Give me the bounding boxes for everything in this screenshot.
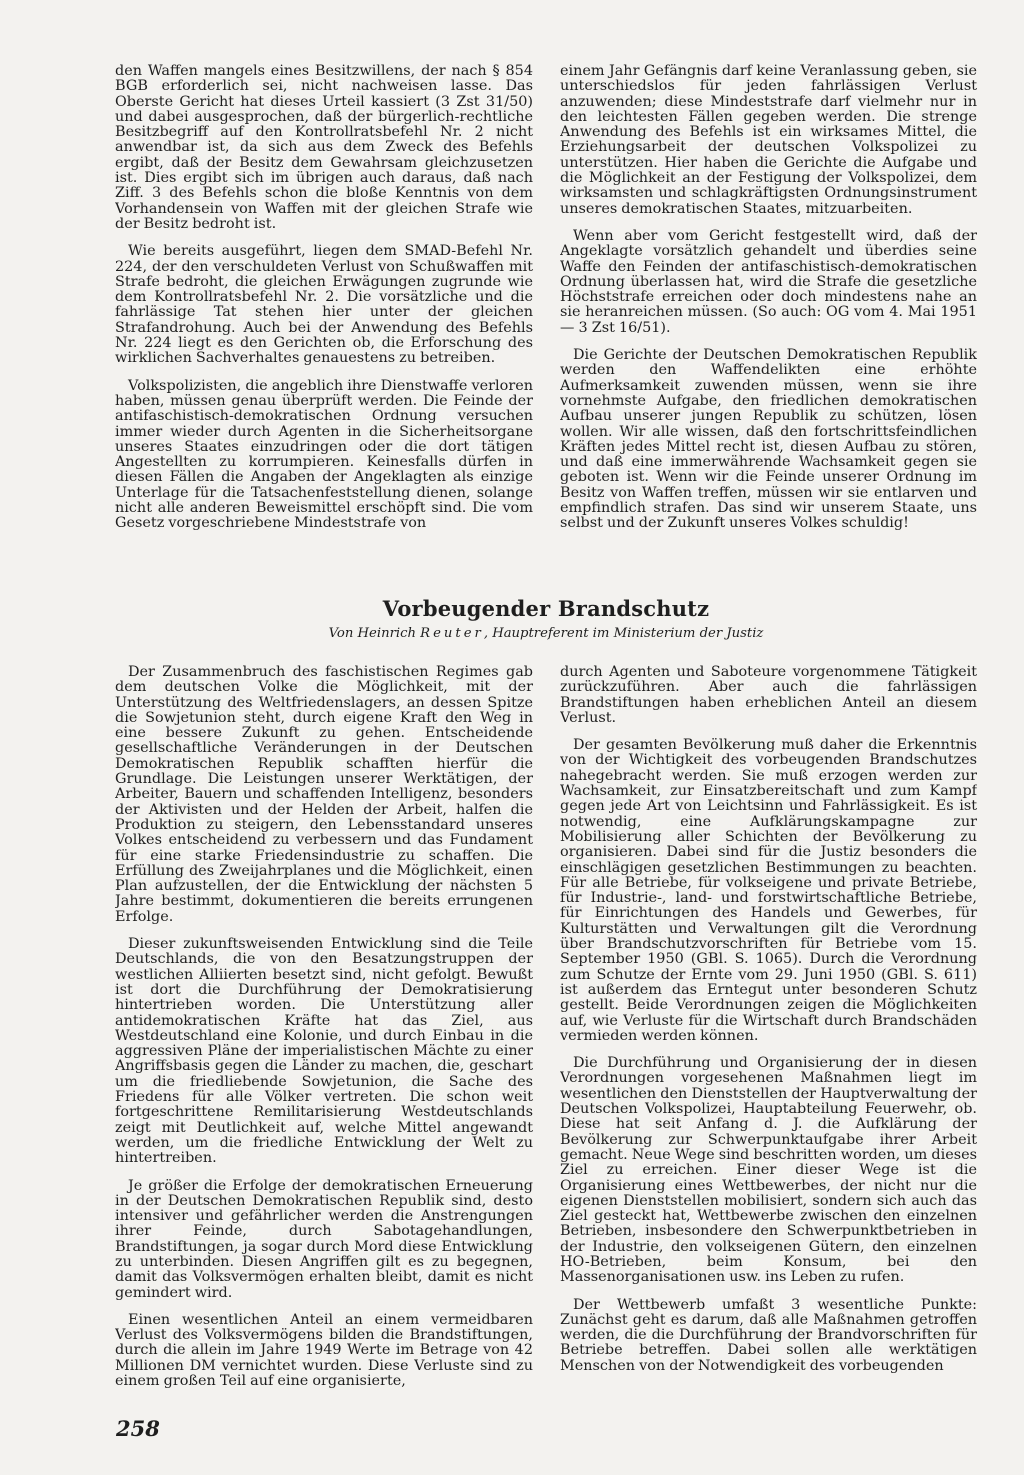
paragraph: Volkspolizisten, die angeblich ihre Dienstwaffe verloren haben, müssen genau überprüft werden. Die Feinde der antifaschistisch-demokratischen Ordnung versuchen immer wieder durch Agenten in die Sicherheitsorgane unseres Staates einzudringen oder die dort tätigen Angestellten zu korrumpieren. Keinesfalls dürfen in diesen Fällen die Angaben der Angeklagten als einzige Unterlage für die Tatsachenfeststellung dienen, solange nicht alle anderen Beweismittel erschöpft sind. Die vom Gesetz vorgeschriebene Mindeststrafe von bbox=[115, 377, 533, 532]
top-left-column bbox=[115, 64, 533, 554]
page-number: 258 bbox=[116, 1416, 160, 1441]
article-byline bbox=[115, 626, 977, 641]
paragraph: durch Agenten und Saboteure vorgenommene Tätigkeit zurückzuführen. Aber auch die fahrlässigen Brandstiftungen haben erheblichen Anteil an diesem Verlust. bbox=[560, 665, 977, 726]
paragraph: Der Wettbewerb umfaßt 3 wesentliche Punkte: Zunächst geht es darum, daß alle Maßnahmen getroffen werden, die die Durchführung der Brandvorschriften für Betriebe betreffen. Dabei sollen alle werktätigen Menschen von der Notwendigkeit des vorbeugenden bbox=[560, 1296, 977, 1374]
paragraph: Der gesamten Bevölkerung muß daher die Erkenntnis von der Wichtigkeit des vorbeugenden Brandschutzes nahegebracht werden. Sie muß erzogen werden zur Wachsamkeit, zur Einsatzbereitschaft und zum Kampf gegen jede Art von Leichtsinn und Fahrlässigkeit. Es ist notwendig, eine Aufklärungskampagne zur Mobilisierung aller Schichten der Bevölkerung zu organisieren. Dabei sind für die Justiz besonders die einschlägigen gesetzlichen Bestimmungen zu beachten. Für alle Betriebe, für volkseigene und private Betriebe, für Industrie-, land- und forstwirtschaftliche Betriebe, für Einrichtungen des Handels und Gewerbes, für Kulturstätten und Verwaltungen gilt die Verordnung über Brandschutzvorschriften für Betriebe vom 15. September 1950 (GBl. S. 1065). Durch die Verordnung zum Schutze der Ernte vom 29. Juni 1950 (GBl. S. 611) ist außerdem das Erntegut unter besonderen Schutz gestellt. Beide Verordnungen zeigen die Möglichkeiten auf, wie Verluste für die Wirtschaft durch Brandschäden vermieden werden können. bbox=[560, 737, 977, 1044]
byline-prefix: Von Heinrich bbox=[328, 626, 421, 641]
paragraph: den Waffen mangels eines Besitzwillens, der nach § 854 BGB erforderlich sei, nicht nachweisen lasse. Das Oberste Gericht hat dieses Urteil kassiert (3 Zst 31/50) und dabei ausgesprochen, daß der bürgerlich-rechtliche Besitzbegriff auf den Kontrollratsbefehl Nr. 2 nicht anwendbar ist, da sich aus dem Zweck des Befehls ergibt, daß der Besitz dem Gewahrsam gleichzusetzen ist. Dies ergibt sich im übrigen auch daraus, daß nach Ziff. 3 des Befehls schon die bloße Kenntnis von dem Vorhandensein von Waffen mit der gleichen Strafe wie der Besitz bedroht ist. bbox=[115, 64, 533, 232]
article-title: Vorbeugender Brandschutz bbox=[382, 596, 710, 621]
top-right-column bbox=[560, 64, 977, 554]
paragraph: Wenn aber vom Gericht festgestellt wird, daß der Angeklagte vorsätzlich gehandelt und überdies seine Waffe den Feinden der antifaschistisch-demokratischen Ordnung überlassen hat, wird die Strafe die gesetzliche Höchststrafe erreichen oder doch mindestens nahe an sie heranreichen müssen. (So auch: OG vom 4. Mai 1951 — 3 Zst 16/51). bbox=[560, 227, 977, 336]
paragraph: Die Gerichte der Deutschen Demokratischen Republik werden den Waffendelikten eine erhöhte Aufmerksamkeit zuwenden müssen, wenn sie ihre vornehmste Aufgabe, den friedlichen demokratischen Aufbau unserer jungen Republik zu schützen, lösen wollen. Wir alle wissen, daß den fortschrittsfeindlichen Kräften jedes Mittel recht ist, diesen Aufbau zu stören, und daß eine immerwährende Wachsamkeit gegen sie geboten ist. Wenn wir die Feinde unserer Ordnung im Besitz von Waffen treffen, müssen wir sie entlarven und empfindlich strafen. Das sind wir unserem Staate, uns selbst und der Zukunft unseres Volkes schuldig! bbox=[560, 347, 977, 532]
paragraph: Wie bereits ausgeführt, liegen dem SMAD-Befehl Nr. 224, der den verschuldeten Verlust von Schußwaffen mit Strafe bedroht, die gleichen Erwägungen zugrunde wie dem Kontrollratsbefehl Nr. 2. Die vorsätzliche und die fahrlässige Tat stehen hier unter der gleichen Strafandrohung. Auch bei der Anwendung des Befehls Nr. 224 liegt es den Gerichten ob, die Erforschung des wirklichen Sachverhaltes genauestens zu betreiben. bbox=[115, 243, 533, 367]
paragraph: einem Jahr Gefängnis darf keine Veranlassung geben, sie unterschiedslos für jeden fahrlässigen Verlust anzuwenden; diese Mindeststrafe darf vielmehr nur in den leichtesten Fällen gegeben werden. Die strenge Anwendung des Befehls ist ein wirksames Mittel, die Erziehungsarbeit der deutschen Volkspolizei zu unterstützen. Hier haben die Gerichte die Aufgabe und die Möglichkeit an der Festigung der Volkspolizei, dem wirksamsten und schlagkräftigsten Ordnungsinstrument unseres demokratischen Staates, mitzuarbeiten. bbox=[560, 64, 977, 217]
article-right-column bbox=[560, 665, 977, 1405]
author-name: Reuter bbox=[420, 626, 484, 641]
paragraph: Die Durchführung und Organisierung der in diesen Verordnungen vorgesehenen Maßnahmen liegt im wesentlichen den Dienststellen der Hauptverwaltung der Deutschen Volkspolizei, Hauptabteilung Feuerwehr, ob. Diese hat seit Anfang d. J. die Aufklärung der Bevölkerung zur Schwerpunktaufgabe ihrer Arbeit gemacht. Neue Wege sind beschritten worden, um dieses Ziel zu erreichen. Einer dieser Wege ist die Organisierung eines Wettbewerbes, der nicht nur die eigenen Dienststellen mobilisiert, sondern sich auch das Ziel gesteckt hat, Wettbewerbe zwischen den einzelnen Betrieben, insbesondere den Schwerpunktbetrieben in der Industrie, den volkseigenen Gütern, den einzelnen HO-Betrieben, beim Konsum, bei den Massenorganisationen usw. ins Leben zu rufen. bbox=[560, 1055, 977, 1286]
byline-suffix: , Hauptreferent im Ministerium der Justiz bbox=[483, 626, 764, 641]
paragraph: Der Zusammenbruch des faschistischen Regimes gab dem deutschen Volke die Möglichkeit, mit der Unterstützung des Weltfriedenslagers, an dessen Spitze die Sowjetunion steht, durch eigene Kraft den Weg in eine bessere Zukunft zu gehen. Entscheidende gesellschaftliche Veränderungen in der Deutschen Demokratischen Republik schafften hierfür die Grundlage. Die Leistungen unserer Werktätigen, der Arbeiter, Bauern und schaffenden Intelligenz, besonders der Aktivisten und der Helden der Arbeit, halfen die Produktion zu steigern, den Lebensstandard unseres Volkes entscheidend zu verbessern und das Fundament für eine starke Friedensindustrie zu schaffen. Die Erfüllung des Zweijahrplanes und die Möglichkeit, einen Plan aufzustellen, der die Entwicklung der nächsten 5 Jahre bestimmt, dokumentieren die bereits errungenen Erfolge. bbox=[115, 665, 533, 925]
paragraph: Dieser zukunftsweisenden Entwicklung sind die Teile Deutschlands, die von den Besatzungstruppen der westlichen Alliierten besetzt sind, nicht gefolgt. Bewußt ist dort die Durchführung der Demokratisierung hintertrieben worden. Die Unterstützung aller antidemokratischen Kräfte hat das Ziel, aus Westdeutschland eine Kolonie, und durch Einbau in die aggressiven Pläne der imperialistischen Mächte zu einer Angriffsbasis gegen die Länder zu machen, die, geschart um die friedliebende Sowjetunion, die Sache des Friedens für alle Völker vertreten. Die schon weit fortgeschrittene Remilitarisierung Westdeutschlands zeigt mit Deutlichkeit auf, welche Mittel angewandt werden, um die friedliche Entwicklung der Welt zu hintertreiben. bbox=[115, 936, 533, 1167]
article-left-column bbox=[115, 665, 533, 1405]
paragraph: Einen wesentlichen Anteil an einem vermeidbaren Verlust des Volksvermögens bilden die Brandstiftungen, durch die allein im Jahre 1949 Werte im Betrage von 42 Millionen DM vernichtet wurden. Diese Verluste sind zu einem großen Teil auf eine organisierte, bbox=[115, 1311, 533, 1390]
paragraph: Je größer die Erfolge der demokratischen Erneuerung in der Deutschen Demokratischen Republik sind, desto intensiver und gefährlicher werden die Anstrengungen ihrer Feinde, durch Sabotagehandlungen, Brandstiftungen, ja sogar durch Mord diese Entwicklung zu unterbinden. Diesen Angriffen gilt es zu begegnen, damit das Volksvermögen erhalten bleibt, damit es nicht gemindert wird. bbox=[115, 1177, 533, 1301]
